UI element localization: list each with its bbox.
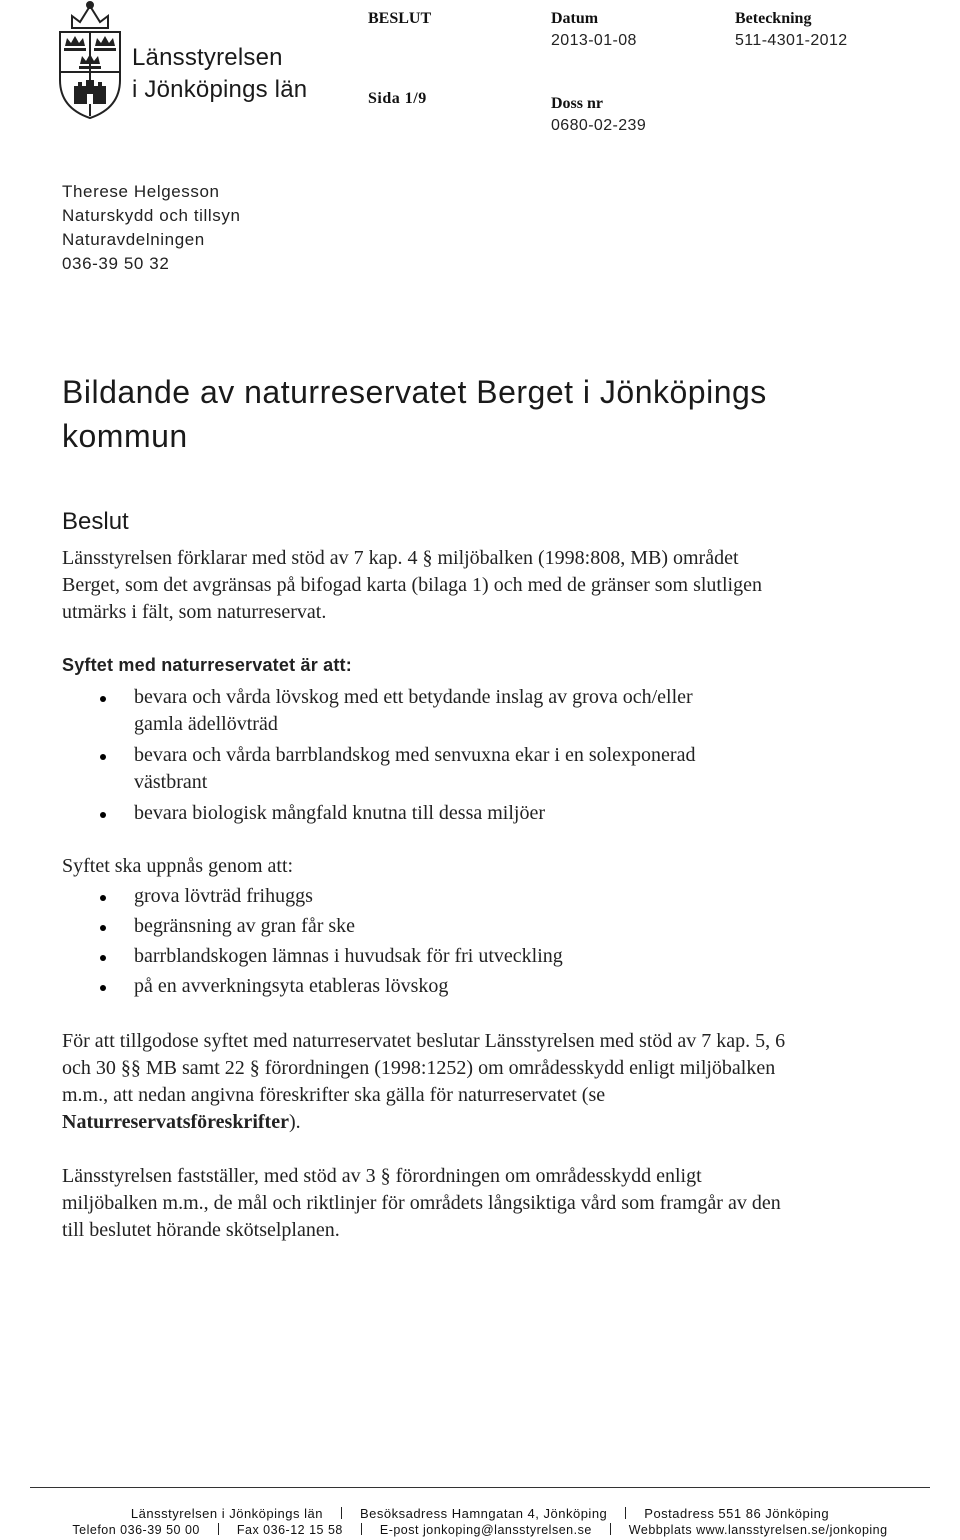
bullet-icon [100,955,106,961]
list-item: barrblandskogen lämnas i huvudsak för fri utveckling [62,943,762,970]
footer-email: E-post jonkoping@lansstyrelsen.se [379,1523,592,1537]
page-number: Sida 1/9 [368,90,427,107]
footer-line-2 [0,1523,960,1537]
diarie-value: 0680-02-239 [551,117,647,134]
list-item: på en avverkningsyta etableras lövskog [62,973,762,1000]
sender-unit: Naturskydd och tillsyn [62,206,241,225]
document-title: Bildande av naturreservatet Berget i Jönköpings kommun [62,374,767,454]
regulations-reference: Naturreservatsföreskrifter [62,1111,289,1133]
logo-line-1: Länsstyrelsen [132,44,283,71]
sender-name: Therese Helgesson [62,182,220,201]
list-item: begränsning av gran får ske [62,913,762,940]
means-heading: Syftet ska uppnås genom att: [62,855,294,877]
footer-fax: Fax 036-12 15 58 [236,1523,343,1537]
bullet-icon [100,812,106,818]
diarie-label: Doss nr [551,95,604,112]
bullet-icon [100,895,106,901]
footer-postal-address: Postadress 551 86 Jönköping [644,1506,830,1521]
footer-visit-address: Besöksadress Hamngatan 4, Jönköping [359,1506,608,1521]
purpose-list [62,684,722,827]
footer-website: Webbplats www.lansstyrelsen.se/jonkoping [628,1523,888,1537]
reference-value: 511-4301-2012 [735,32,848,49]
footer-line-1 [0,1506,960,1521]
bullet-icon [100,925,106,931]
bullet-icon [100,754,106,760]
list-item: bevara biologisk mångfald knutna till dessa miljöer [62,800,722,827]
list-item: grova lövträd frihuggs [62,883,762,910]
logo-line-2: i Jönköpings län [132,76,308,103]
footer-divider [30,1487,930,1488]
footer-org: Länsstyrelsen i Jönköpings län [130,1506,323,1521]
purpose-heading: Syftet med naturreservatet är att: [62,655,352,675]
intro-paragraph: Länsstyrelsen förklarar med stöd av 7 kap. 4 § miljöbalken (1998:808, MB) området Berget, som det avgränsas på bifogad karta (bilaga 1) och med de gränser som slutligen utmärks i fält, som naturreservat. [62,547,762,623]
sender-department: Naturavdelningen [62,230,205,249]
sender-phone: 036-39 50 32 [62,254,170,273]
reference-label: Beteckning [735,10,812,27]
agency-logo [50,0,310,122]
date-value: 2013-01-08 [551,32,637,49]
date-label: Datum [551,10,599,27]
management-paragraph: Länsstyrelsen fastställer, med stöd av 3 § förordningen om områdesskydd enligt miljöbalken m.m., de mål och riktlinjer för områdets långsiktiga vård som framgår av den till beslutet hörande skötselplanen. [62,1165,781,1241]
list-item: bevara och vårda lövskog med ett betydande inslag av grova och/eller gamla ädellövträd [62,684,722,738]
sender-block [62,180,241,276]
regulation-paragraph: För att tillgodose syftet med naturreservatet beslutar Länsstyrelsen med stöd av 7 kap. 5, 6 och 30 §§ MB samt 22 § förordningen (1998:1252) om områdesskydd enligt miljöbalken m.m., att nedan angivna föreskrifter ska gälla för naturreservatet (se Naturreservatsföreskrifter). [62,1030,786,1133]
footer-phone: Telefon 036-39 50 00 [72,1523,200,1537]
bullet-icon [100,985,106,991]
list-item: bevara och vårda barrblandskog med senvuxna ekar i en solexponerad västbrant [62,742,722,796]
crown-shield-emblem-icon [50,0,130,122]
section-heading: Beslut [62,508,129,535]
document-type: BESLUT [368,10,432,27]
means-list [62,883,762,1000]
bullet-icon [100,696,106,702]
